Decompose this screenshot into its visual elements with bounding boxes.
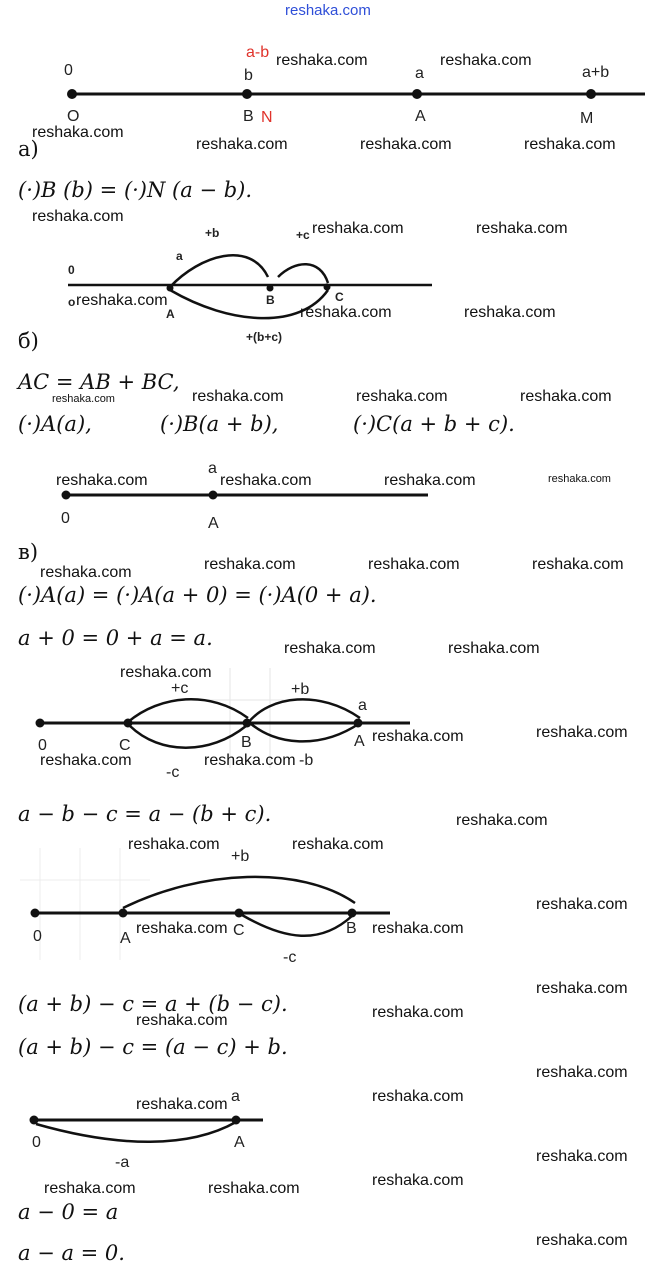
formula-4: (·)A(a) = (·)A(a + 0) = (·)A(0 + a).	[18, 583, 377, 607]
fig2-name-o: o	[68, 295, 76, 309]
fig1-name-B: B	[243, 108, 254, 125]
fig5-name-B: B	[346, 920, 357, 937]
formula-8: (a + b) − c = (a − c) + b.	[18, 1035, 288, 1059]
fig2-arc-pb: +b	[205, 226, 220, 240]
watermark: reshaka.com	[360, 136, 452, 153]
fig5-label-0: 0	[33, 928, 42, 945]
watermark: reshaka.com	[208, 1180, 300, 1197]
fig3-name-A: A	[208, 515, 219, 532]
watermark: reshaka.com	[32, 208, 124, 225]
arc-plus-b	[170, 255, 268, 287]
fig4-arc-pc: +c	[171, 680, 189, 697]
arc-minus-b-fig4	[250, 723, 360, 741]
fig6-label-a: a	[231, 1088, 240, 1105]
arc-plus-c	[278, 264, 328, 283]
watermark: reshaka.com	[548, 473, 611, 485]
arc-minus-c-fig4	[130, 726, 246, 748]
watermark: reshaka.com	[40, 752, 132, 769]
watermark: reshaka.com	[32, 124, 124, 141]
watermark: reshaka.com	[284, 640, 376, 657]
watermark: reshaka.com	[536, 1064, 628, 1081]
watermark: reshaka.com	[464, 304, 556, 321]
fig2-name-B: B	[266, 293, 275, 307]
watermark: reshaka.com	[536, 1232, 628, 1249]
watermark: reshaka.com	[312, 220, 404, 237]
point-M	[586, 89, 596, 99]
point-O	[67, 89, 77, 99]
arc-minus-a-fig6	[36, 1122, 236, 1142]
watermark: reshaka.com	[372, 728, 464, 745]
watermark: reshaka.com	[476, 220, 568, 237]
fig2-arc-pc: +c	[296, 228, 310, 242]
formula-3c: (·)C(a + b + c).	[353, 412, 515, 436]
watermark: reshaka.com	[56, 472, 148, 489]
watermark: reshaka.com	[524, 136, 616, 153]
watermark: reshaka.com	[356, 388, 448, 405]
formula-10: a − a = 0.	[18, 1241, 125, 1265]
fig4-label-a: a	[358, 697, 367, 714]
watermark: reshaka.com	[40, 564, 132, 581]
fig1-label-apb: a+b	[582, 64, 610, 81]
watermark: reshaka.com	[120, 664, 212, 681]
watermark: reshaka.com	[536, 896, 628, 913]
watermark: reshaka.com	[368, 556, 460, 573]
part-label-v: в)	[18, 540, 39, 564]
fig1-name-A: A	[415, 108, 426, 125]
watermark: reshaka.com	[456, 812, 548, 829]
watermark: reshaka.com	[128, 836, 220, 853]
fig1-label-0: 0	[64, 62, 73, 79]
fig4-arc-mb: -b	[299, 752, 314, 769]
point-A	[412, 89, 422, 99]
fig2-arc-a: a	[176, 249, 183, 263]
fig5-arc-pb: +b	[231, 848, 250, 865]
fig1-label-b: b	[244, 67, 253, 84]
watermark: reshaka.com	[372, 1088, 464, 1105]
fig6-label-0: 0	[32, 1134, 41, 1151]
watermark: reshaka.com	[372, 920, 464, 937]
fig2-label-0: 0	[68, 263, 75, 277]
fig4-label-0: 0	[38, 737, 47, 754]
fig2-name-A: A	[166, 307, 175, 321]
fig6-arc-ma: -a	[115, 1154, 130, 1171]
watermark: reshaka.com	[204, 752, 296, 769]
watermark: reshaka.com	[536, 1148, 628, 1165]
formula-6: a − b − c = a − (b + c).	[18, 802, 272, 826]
watermark: reshaka.com	[536, 724, 628, 741]
arc-minus-c-fig5	[242, 915, 352, 936]
watermark: reshaka.com	[136, 1012, 228, 1029]
fig2-name-C: C	[335, 290, 344, 304]
watermark: reshaka.com	[300, 304, 392, 321]
watermark: reshaka.com	[220, 472, 312, 489]
watermark: reshaka.com	[384, 472, 476, 489]
number-line-fig6	[30, 1120, 263, 1142]
watermark: reshaka.com	[136, 920, 228, 937]
watermark: reshaka.com	[276, 52, 368, 69]
fig5-name-A: A	[120, 930, 131, 947]
formula-3a: (·)A(a),	[18, 412, 92, 436]
arc-plus-b-fig5	[123, 877, 355, 908]
fig1-label-amb: a-b	[246, 44, 270, 61]
formula-1: (·)B (b) = (·)N (a − b).	[18, 178, 253, 202]
point-B	[242, 89, 252, 99]
formula-5: a + 0 = 0 + a = a.	[18, 626, 213, 650]
fig5-arc-mc: -c	[283, 949, 297, 966]
formula-7: (a + b) − c = a + (b − c).	[18, 992, 288, 1016]
part-label-b: б)	[18, 329, 39, 353]
watermark: reshaka.com	[192, 388, 284, 405]
watermark: reshaka.com	[372, 1172, 464, 1189]
watermark: reshaka.com	[196, 136, 288, 153]
formula-9: a − 0 = a	[18, 1200, 119, 1224]
fig3-label-a: a	[208, 460, 217, 477]
watermark: reshaka.com	[372, 1004, 464, 1021]
fig4-arc-pb: +b	[291, 681, 310, 698]
fig1-label-a: a	[415, 65, 424, 82]
watermark: reshaka.com	[76, 292, 168, 309]
formula-3b: (·)B(a + b),	[160, 412, 279, 436]
formula-2: AC = AB + BC,	[18, 370, 180, 394]
fig6-name-A: A	[234, 1134, 245, 1151]
fig3-label-0: 0	[61, 510, 70, 527]
site-watermark-top: reshaka.com	[285, 2, 371, 19]
watermark: reshaka.com	[536, 980, 628, 997]
watermark: reshaka.com	[204, 556, 296, 573]
fig4-name-A: A	[354, 733, 365, 750]
watermark: reshaka.com	[44, 1180, 136, 1197]
watermark: reshaka.com	[440, 52, 532, 69]
watermark: reshaka.com	[52, 393, 115, 405]
fig4-name-C: C	[119, 737, 131, 754]
fig4-arc-mc: -c	[166, 764, 180, 781]
watermark: reshaka.com	[292, 836, 384, 853]
number-line-fig1	[67, 89, 645, 99]
arc-plus-b-fig4	[248, 699, 360, 723]
fig1-name-M: M	[580, 110, 594, 127]
watermark: reshaka.com	[520, 388, 612, 405]
part-label-a: а)	[18, 137, 39, 161]
watermark: reshaka.com	[532, 556, 624, 573]
fig5-name-C: C	[233, 922, 245, 939]
fig2-arc-bc: +(b+c)	[246, 330, 283, 344]
fig1-name-N: N	[261, 109, 273, 126]
watermark: reshaka.com	[136, 1096, 228, 1113]
watermark: reshaka.com	[448, 640, 540, 657]
fig1-name-O: O	[67, 108, 80, 125]
fig4-name-B: B	[241, 734, 252, 751]
number-line-fig3	[62, 491, 429, 500]
